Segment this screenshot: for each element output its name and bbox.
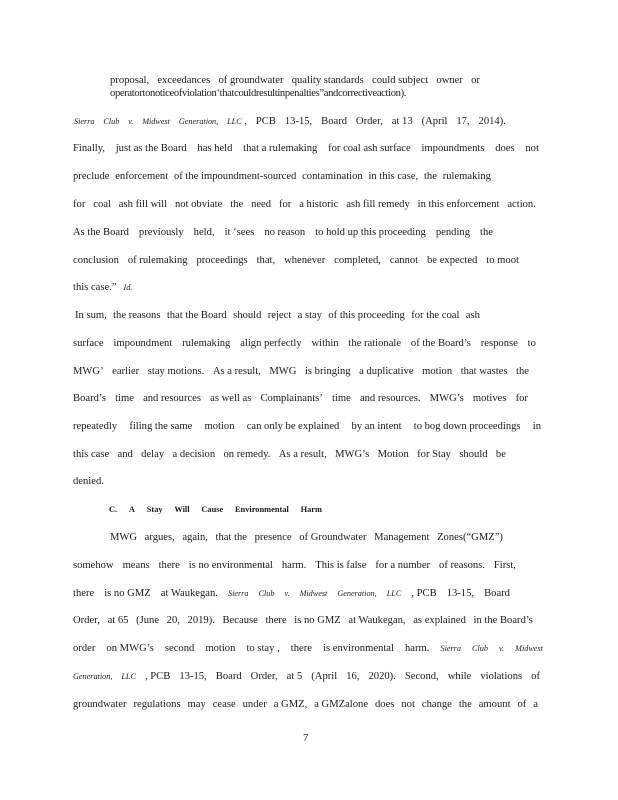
word: second [164,643,195,654]
para1-line-5 [73,254,519,268]
heading-word: Stay [146,505,163,514]
heading-word: Harm [300,505,322,514]
word: violations [480,671,523,682]
word: of [517,699,527,710]
word: the [516,366,529,377]
word: of the Board’s [410,338,471,349]
word: that the Board [166,310,227,321]
citation-word: 16, [346,671,360,682]
case-name-word: LLC [386,589,402,598]
word: it ‘sees [224,227,255,238]
heading-word: Cause [201,505,224,514]
case-name-word: Midwest [515,644,543,653]
citation-word: Board [215,671,242,682]
case-name-word: Generation, [337,589,377,598]
word: harm. [281,560,307,571]
block-quote-text: operatortonoticeofviolation‘thatcouldresultinpenalties”andcorrectiveaction). [110,88,407,99]
word: quality standards [291,75,364,86]
word: motion [204,421,235,432]
word: rulemaking [182,338,231,349]
word: amount [478,699,511,710]
word: a GMZalone [314,699,369,710]
word: does [495,143,515,154]
word: proposal, [110,75,150,86]
case-name-word: v. [284,589,290,598]
comma: , [244,116,247,127]
word: within [311,338,339,349]
word: reject [267,310,292,321]
word: earlier [112,366,140,377]
word: exceedances [157,75,211,86]
word: 2019). [187,615,215,626]
word: the [458,699,472,710]
para1-line-2 [73,170,491,184]
case-name-word: Sierra [440,644,461,653]
case-name-word: LLC [121,672,136,681]
citation-word: at 5 [286,671,303,682]
word: for the coal [411,310,460,321]
word: for [73,199,86,210]
word: means [122,560,150,571]
word: is no environmental [188,560,273,571]
word: for Stay [417,449,451,460]
word: argues, [144,532,175,543]
word: owner [436,75,463,86]
page-number: 7 [303,733,309,744]
word: First, [493,560,516,571]
word: in this case, [368,171,419,182]
citation-word: (April [421,116,448,127]
section-heading [109,503,322,517]
word: on remedy. [223,449,271,460]
word: that the [215,532,247,543]
para2-line-7 [73,475,111,489]
word: that, [256,255,276,266]
citation-word: at 13 [391,116,413,127]
word: is environmental [323,643,394,654]
para2-line-1 [75,309,480,323]
word: somehow [73,560,114,571]
word: at Waukegan, [348,615,406,626]
word: This is false [315,560,367,571]
word: at 65 [107,615,129,626]
word: action. [507,199,536,210]
word: not [401,699,415,710]
word: be [495,449,506,460]
word: a historic [299,199,339,210]
word: there [265,615,287,626]
word: delay [141,449,165,460]
para1-line-4 [73,226,493,240]
word: ash fill will [118,199,168,210]
citation-word: 13-15, [284,116,313,127]
word: of this proceeding [328,310,405,321]
word: order [73,643,96,654]
para3-line-4 [73,614,533,628]
word: at Waukegan. [160,588,218,599]
case-name-word: Club [472,644,488,653]
word: MWG [269,366,297,377]
citation-word: , PCB [411,588,437,599]
word: be expected [427,255,478,266]
word: this case [73,449,110,460]
word: completed, [334,255,381,266]
citation-word: Order, [250,671,278,682]
word: Complainants’ [260,393,323,404]
word: time [115,393,134,404]
citation-word: 2020). [368,671,396,682]
block-quote-line-1 [110,74,480,88]
word: not obviate [174,199,223,210]
word: does [375,699,395,710]
case-name-word: v. [499,644,505,653]
word: the [230,199,244,210]
case-name-word: Club [258,589,275,598]
citation-word: , PCB [144,671,171,682]
block-quote-line-2 [110,87,413,101]
word: ash [465,310,480,321]
word: could subject [372,75,429,86]
word: As a result, [278,449,327,460]
heading-word: Will [174,505,190,514]
word: coal [93,199,111,210]
word: Zones(“GMZ”) [437,532,503,543]
word: for [515,393,528,404]
para2-line-2 [73,337,536,351]
word: cease [212,699,236,710]
word: cannot [389,255,419,266]
citation-word: Board [321,116,348,127]
citation-word: 13-15, [179,671,207,682]
word: is no GMZ [294,615,341,626]
word: of reasons. [439,560,485,571]
case-name-word: v. [128,117,134,126]
word: while [447,671,472,682]
word: align perfectly [240,338,302,349]
word: of the impoundment-sourced [173,171,297,182]
word: should [459,449,488,460]
case-name-word: Midwest [299,589,328,598]
para3-line-6 [73,670,540,684]
word: ash fill remedy [346,199,410,210]
word: denied. [73,476,104,487]
word: should [233,310,262,321]
case-name-word: LLC [227,117,242,126]
citation-word: (April [311,671,338,682]
word: just as the Board [115,143,187,154]
word: need [251,199,272,210]
word: motives [472,393,507,404]
word: Management [374,532,430,543]
word: As a result, [212,366,261,377]
word: a GMZ, [273,699,308,710]
word: groundwater [73,699,127,710]
word: or [471,75,480,86]
word: no reason [264,227,306,238]
word: and [117,449,133,460]
word: Board’s [73,393,106,404]
citation-word: 13-15, [446,588,475,599]
case-name-word: Generation, [178,117,219,126]
word: for coal ash surface [328,143,411,154]
case-name-word: Midwest [142,117,170,126]
word: conclusion [73,255,119,266]
word: that wastes [460,366,508,377]
para1-line-6 [73,281,139,295]
word: to moot [486,255,519,266]
word: contamination [302,171,363,182]
word: motion [205,643,236,654]
word: in this enforcement [417,199,500,210]
word: of groundwater [218,75,284,86]
word: there [158,560,180,571]
word: may [187,699,206,710]
word: impoundment [113,338,173,349]
word: for a number [375,560,431,571]
case-name-word: Club [103,117,120,126]
word: again, [182,532,208,543]
word: surface [73,338,104,349]
word: there [290,643,312,654]
word: to hold up this proceeding [315,227,426,238]
word: repeatedly [73,421,118,432]
word: presence [254,532,292,543]
word: In sum, [75,310,107,321]
citation-line [74,115,506,129]
word: of [531,671,540,682]
word: (June [136,615,160,626]
word: to bog down proceedings [413,421,521,432]
word: the reasons [113,310,161,321]
word: not [525,143,539,154]
word: a duplicative [359,366,414,377]
word: Motion [377,449,409,460]
para3-line-3 [73,587,510,601]
word: the [423,171,437,182]
para2-line-5 [73,420,541,434]
word: a [533,699,538,710]
para2-line-6 [73,448,506,462]
word: previously [138,227,184,238]
word: filing the same [129,421,193,432]
word: change [421,699,452,710]
word: the [480,227,493,238]
word: held, [193,227,215,238]
word: a stay [297,310,323,321]
word: to stay , [246,643,280,654]
word: this case.” [73,282,117,293]
para3-line-7 [73,698,538,712]
para2-line-3 [73,365,529,379]
word: can only be explained [246,421,340,432]
citation-word: Order, [355,116,383,127]
word: Because [222,615,258,626]
word: there [73,588,95,599]
word: is bringing [304,366,351,377]
word: 20, [166,615,180,626]
id-citation: Id. [123,283,133,292]
para2-line-4 [73,392,528,406]
word: and resources [143,393,202,404]
citation-word: 17, [456,116,470,127]
word: harm. [405,643,430,654]
word: time [331,393,351,404]
heading-label: C. [109,505,118,514]
word: whenever [284,255,326,266]
word: is no GMZ [104,588,151,599]
case-name-word: Generation, [73,672,113,681]
word: the rationale [348,338,402,349]
word: and resources. [359,393,421,404]
word: of rulemaking [127,255,188,266]
word: pending [435,227,471,238]
word: as explained [413,615,466,626]
word: Second, [404,671,439,682]
word: for [278,199,292,210]
word: proceedings [196,255,248,266]
para3-line-1 [110,531,503,545]
heading-word: A [128,505,135,514]
word: MWG’ [73,366,104,377]
word: on MWG’s [106,643,154,654]
para3-line-5 [73,642,543,656]
word: As the Board [73,227,129,238]
word: of Groundwater [299,532,367,543]
case-name-word: Sierra [227,589,249,598]
citation-word: PCB [255,116,276,127]
word: in the Board’s [473,615,533,626]
heading-word: Environmental [234,505,289,514]
para3-line-2 [73,559,516,573]
word: MWG’s [429,393,464,404]
word: stay motions. [147,366,205,377]
word: regulations [133,699,181,710]
word: enforcement [115,171,169,182]
word: Order, [73,615,100,626]
word: MWG’s [335,449,370,460]
word: by an intent [351,421,402,432]
word: as well as [210,393,252,404]
word: to [527,338,536,349]
word: impoundments [421,143,485,154]
word: has held [197,143,233,154]
case-name-word: Sierra [74,117,95,126]
word: motion [422,366,453,377]
word: that a rulemaking [243,143,318,154]
citation-word: 2014). [478,116,506,127]
word: in [532,421,541,432]
word: rulemaking [442,171,491,182]
word: Finally, [73,143,105,154]
word: response [480,338,518,349]
para1-line-3 [73,198,536,212]
word: a decision [172,449,216,460]
word: under [242,699,267,710]
citation-word: Board [484,588,510,599]
word: preclude [73,171,110,182]
para1-line-1 [73,142,539,156]
word: MWG [110,532,138,543]
